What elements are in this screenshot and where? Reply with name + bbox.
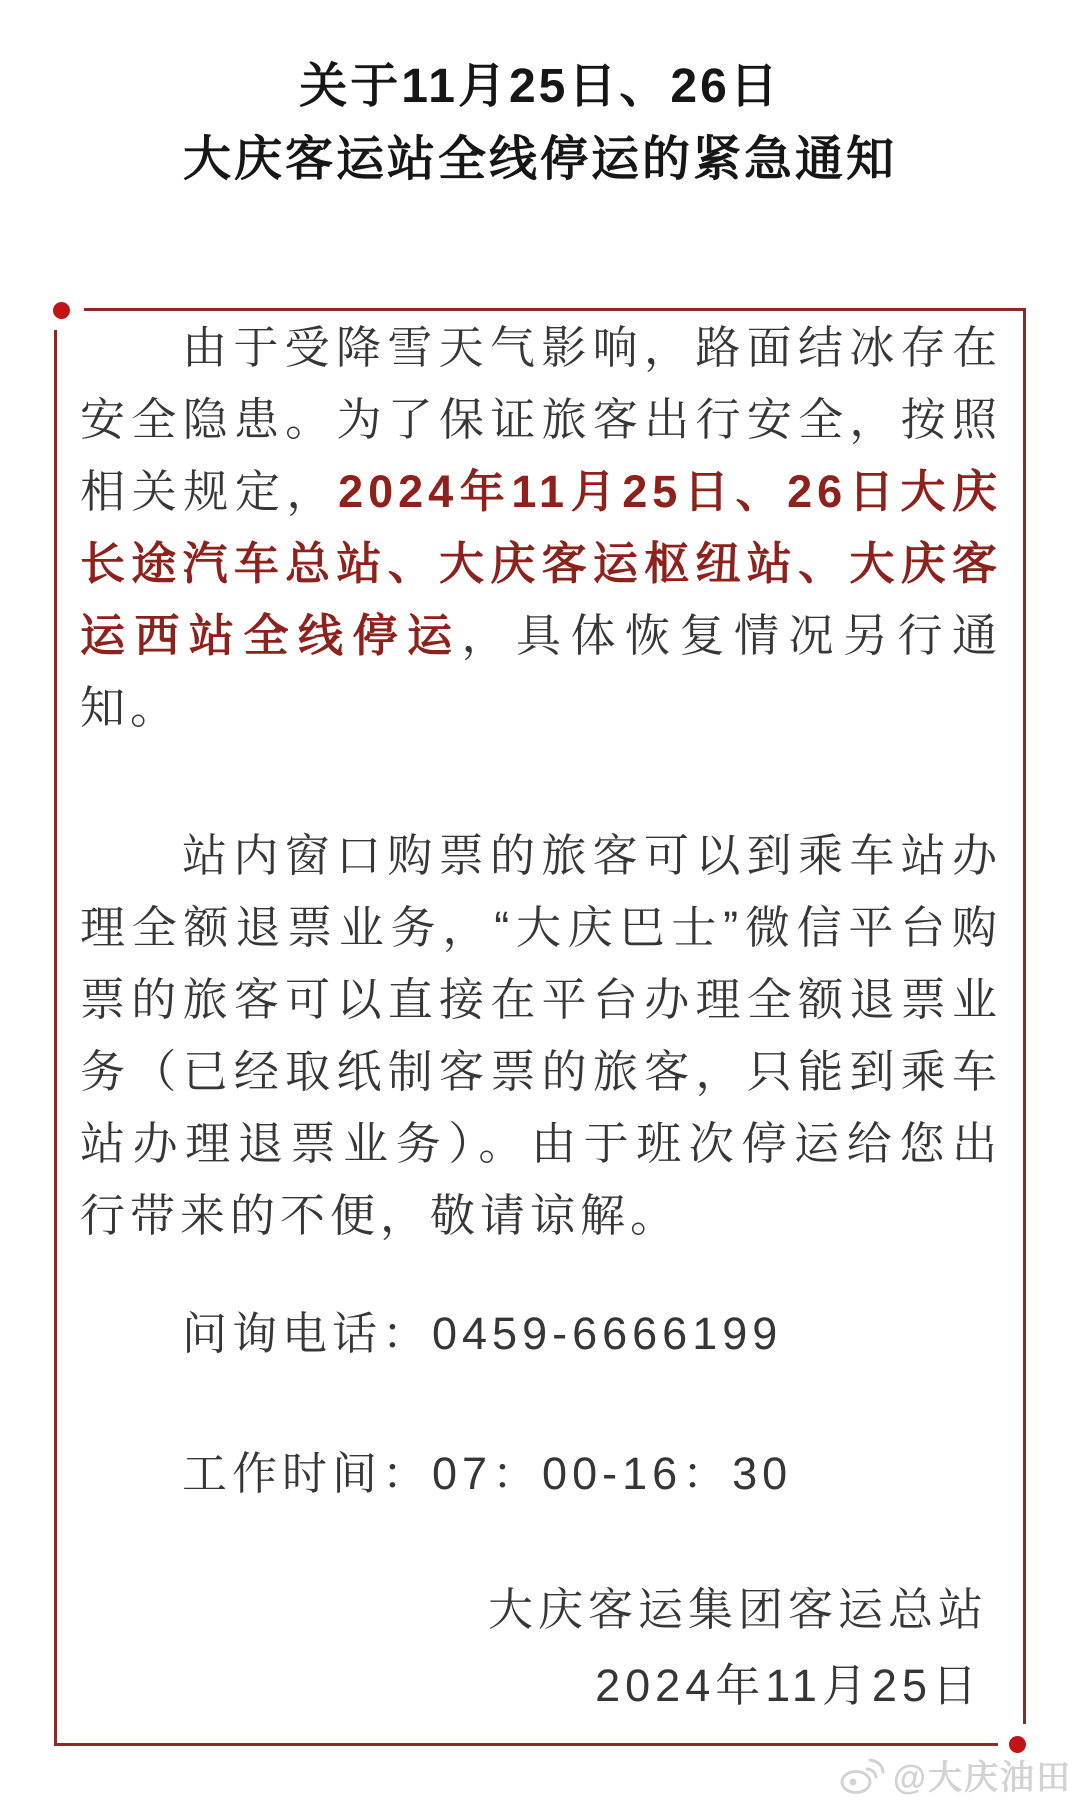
watermark	[839, 1750, 1072, 1799]
title-line-1: 关于11月25日、26日	[299, 60, 781, 113]
suspension-highlight: 2024年11月25日、26日大庆长途汽车总站、大庆客运枢纽站、大庆客运西站全线停运	[80, 466, 1002, 661]
paragraph-weather	[80, 312, 1002, 744]
corner-dot-top-left	[53, 302, 70, 319]
paragraph-weather-post: ，具体恢复情况另行通知。	[80, 610, 1002, 733]
frame-bottom-line	[54, 1743, 998, 1746]
title-line-2: 大庆客运站全线停运的紧急通知	[182, 133, 897, 186]
frame-right-line	[1023, 308, 1026, 1724]
frame-left-line	[54, 330, 57, 1746]
paragraph-weather-pre: 由于受降雪天气影响，路面结冰存在安全隐患。为了保证旅客出行安全，按照相关规定，	[80, 322, 1002, 517]
notice-body	[80, 312, 1002, 1722]
notice-title	[0, 50, 1080, 196]
signature-org: 大庆客运集团客运总站	[487, 1584, 988, 1635]
phone-line: 问询电话：0459-6666199	[182, 1308, 783, 1359]
frame-top-line	[84, 308, 1026, 311]
weibo-icon	[839, 1755, 885, 1795]
paragraph-refund: 站内窗口购票的旅客可以到乘车站办理全额退票业务，“大庆巴士”微信平台购票的旅客可以直接在平台办理全额退票业务（已经取纸制客票的旅客，只能到乘车站办理退票业务）。由于班次停运给您出行带来的不便，敬请谅解。	[80, 830, 1002, 1241]
signature-date: 2024年11月25日	[595, 1660, 982, 1711]
watermark-handle: @大庆油田	[892, 1759, 1072, 1797]
hours-line: 工作时间：07：00-16：30	[182, 1448, 793, 1499]
